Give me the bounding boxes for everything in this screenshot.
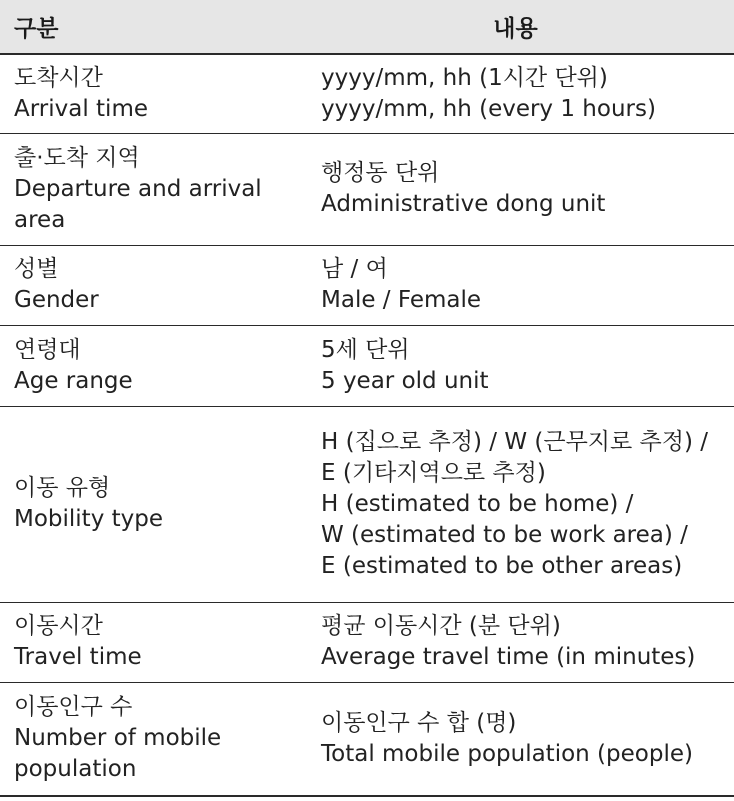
category-ko: 도착시간: [14, 64, 103, 91]
category-cell: [0, 682, 307, 796]
content-line: Total mobile population (people): [321, 740, 693, 767]
content-cell: [307, 325, 734, 406]
content-line: E (기타지역으로 추정): [321, 459, 546, 486]
content-line: Average travel time (in minutes): [321, 644, 696, 670]
category-ko: 출·도착 지역: [14, 144, 140, 171]
content-line: Male / Female: [321, 287, 482, 313]
category-cell: [0, 245, 307, 325]
category-ko: 이동시간: [14, 613, 103, 639]
content-line: 5 year old unit: [321, 367, 489, 394]
content-line: Administrative dong unit: [321, 191, 606, 217]
content-line: yyyy/mm, hh (every 1 hours): [321, 95, 656, 122]
category-en: Arrival time: [14, 95, 149, 122]
table-row-gender: [0, 245, 734, 325]
category-en: Age range: [14, 367, 133, 394]
table-header-row: [0, 0, 734, 54]
table-row-arrival-time: [0, 54, 734, 133]
category-ko: 연령대: [14, 336, 81, 363]
header-content: 내용: [493, 16, 538, 42]
content-line: H (집으로 추정) / W (근무지로 추정) /: [321, 428, 709, 455]
content-cell: [307, 54, 734, 133]
content-line: H (estimated to be home) /: [321, 490, 634, 517]
category-en: Travel time: [14, 644, 142, 670]
table-row-departure-arrival-area: [0, 133, 734, 245]
content-line: 행정동 단위: [321, 160, 440, 186]
content-line: 5세 단위: [321, 336, 410, 363]
category-ko: 이동 유형: [14, 475, 111, 501]
table-row-mobility-type: [0, 406, 734, 602]
category-en: Number of mobile population: [14, 725, 222, 783]
content-cell: [307, 682, 734, 796]
category-en: Departure and arrival area: [14, 175, 262, 233]
category-ko: 이동인구 수: [14, 694, 133, 721]
category-en: Gender: [14, 287, 99, 313]
category-en: Mobility type: [14, 506, 164, 532]
category-ko: 성별: [14, 256, 59, 282]
content-cell: [307, 133, 734, 245]
content-line: yyyy/mm, hh (1시간 단위): [321, 64, 608, 91]
category-cell: [0, 133, 307, 245]
content-line: E (estimated to be other areas): [321, 552, 683, 579]
table-row-travel-time: [0, 602, 734, 682]
table-row-age-range: [0, 325, 734, 406]
content-line: 이동인구 수 합 (명): [321, 709, 517, 736]
content-cell: [307, 602, 734, 682]
category-cell: [0, 406, 307, 602]
category-cell: [0, 325, 307, 406]
content-cell: [307, 406, 734, 602]
table-row-mobile-population: [0, 682, 734, 796]
category-cell: [0, 602, 307, 682]
header-category: 구분: [14, 16, 59, 42]
content-line: W (estimated to be work area) /: [321, 521, 688, 548]
content-line: 남 / 여: [321, 256, 388, 282]
content-line: 평균 이동시간 (분 단위): [321, 613, 561, 639]
category-cell: [0, 54, 307, 133]
content-cell: [307, 245, 734, 325]
